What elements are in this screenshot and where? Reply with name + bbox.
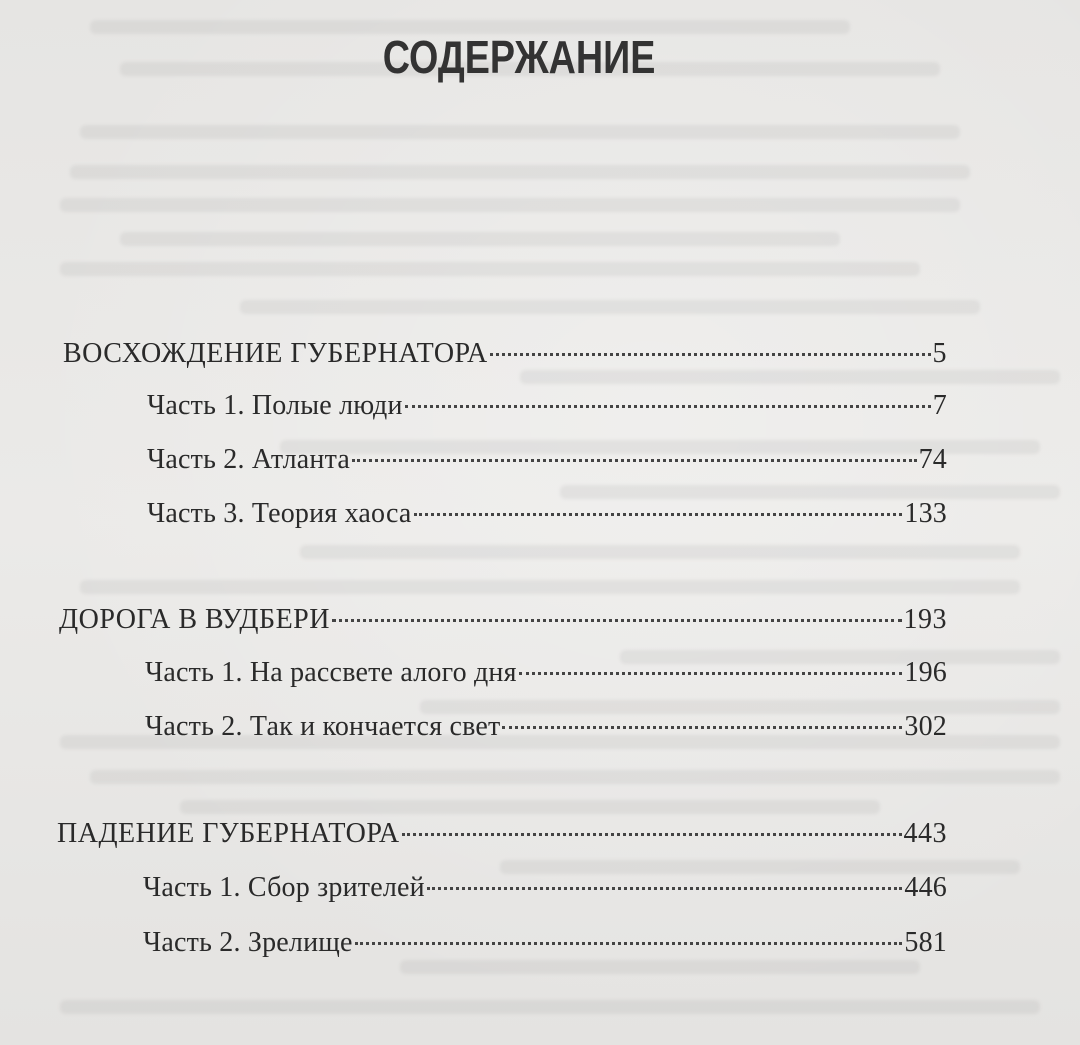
dot-leader (427, 887, 903, 890)
section-page-number: 193 (903, 604, 947, 635)
chapter-page-number: 196 (904, 657, 947, 688)
toc-chapter[interactable] (147, 443, 947, 477)
page-title: СОДЕРЖАНИЕ (382, 31, 656, 83)
chapter-title: Часть 3. Теория хаоса (147, 498, 412, 529)
toc-chapter[interactable] (143, 871, 947, 905)
chapter-page-number: 7 (932, 390, 947, 421)
dot-leader (332, 619, 902, 622)
section-title: ПАДЕНИЕ ГУБЕРНАТОРА (57, 818, 400, 849)
dot-leader (490, 353, 931, 356)
toc-chapter[interactable] (147, 497, 947, 531)
chapter-page-number: 302 (904, 711, 947, 742)
chapter-title: Часть 1. Полые люди (147, 390, 403, 421)
dot-leader (405, 405, 931, 408)
toc-section-1[interactable] (63, 337, 947, 371)
section-page-number: 5 (932, 338, 947, 369)
chapter-page-number: 74 (918, 444, 947, 475)
section-page-number: 443 (903, 818, 947, 849)
dot-leader (352, 459, 917, 462)
toc-chapter[interactable] (143, 926, 947, 960)
chapter-title: Часть 1. Сбор зрителей (143, 872, 425, 903)
toc-chapter[interactable] (145, 710, 947, 744)
chapter-title: Часть 1. На рассвете алого дня (145, 657, 517, 688)
section-title: ДОРОГА В ВУДБЕРИ (59, 604, 330, 635)
chapter-title: Часть 2. Так и кончается свет (145, 711, 501, 742)
chapter-title: Часть 2. Атланта (147, 444, 351, 475)
toc-chapter[interactable] (145, 656, 947, 690)
dot-leader (402, 833, 902, 836)
chapter-page-number: 581 (904, 927, 947, 958)
toc-section-2[interactable] (59, 603, 947, 637)
chapter-page-number: 133 (904, 498, 947, 529)
dot-leader (414, 513, 903, 516)
toc-section-3[interactable] (57, 817, 947, 851)
chapter-page-number: 446 (904, 872, 947, 903)
section-title: ВОСХОЖДЕНИЕ ГУБЕРНАТОРА (63, 338, 488, 369)
dot-leader (519, 672, 903, 675)
dot-leader (355, 942, 903, 945)
dot-leader (502, 726, 902, 729)
toc-chapter[interactable] (147, 389, 947, 423)
chapter-title: Часть 2. Зрелище (143, 927, 353, 958)
